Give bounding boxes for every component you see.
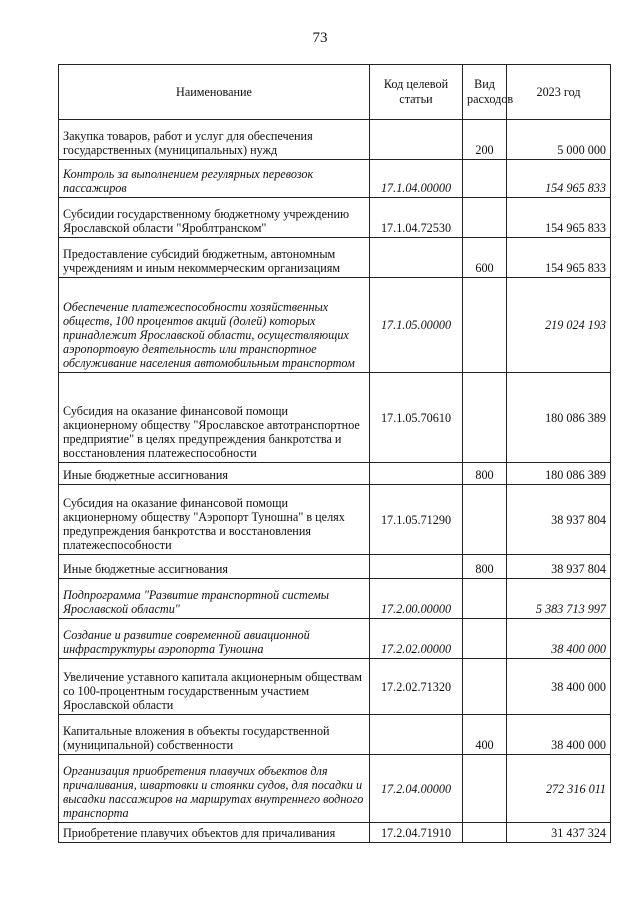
row-code: 17.1.05.71290 [370, 485, 463, 555]
row-name: Создание и развитие современной авиационной инфраструктуры аэропорта Туношна [59, 619, 370, 659]
table-row [59, 373, 611, 463]
header-name: Наименование [59, 65, 370, 120]
table-row [59, 755, 611, 823]
row-type: 200 [463, 120, 507, 160]
row-name: Иные бюджетные ассигнования [59, 555, 370, 579]
row-amount: 219 024 193 [507, 278, 611, 373]
row-name: Субсидии государственному бюджетному учреждению Ярославской области "Яроблтранском" [59, 198, 370, 238]
row-code: 17.2.00.00000 [370, 579, 463, 619]
row-type [463, 373, 507, 463]
table-row [59, 238, 611, 278]
row-amount: 180 086 389 [507, 463, 611, 485]
table-row [59, 278, 611, 373]
table-row [59, 485, 611, 555]
row-amount: 154 965 833 [507, 238, 611, 278]
row-code: 17.1.05.00000 [370, 278, 463, 373]
row-type [463, 198, 507, 238]
row-name: Приобретение плавучих объектов для причаливания [59, 823, 370, 843]
row-code: 17.2.04.00000 [370, 755, 463, 823]
row-name: Контроль за выполнением регулярных перевозок пассажиров [59, 160, 370, 198]
row-code [370, 555, 463, 579]
row-amount: 154 965 833 [507, 160, 611, 198]
header-code: Код целевой статьи [370, 65, 463, 120]
row-code: 17.1.05.70610 [370, 373, 463, 463]
row-type [463, 755, 507, 823]
row-name: Предоставление субсидий бюджетным, автономным учреждениям и иным некоммерческим организациям [59, 238, 370, 278]
row-amount: 38 400 000 [507, 619, 611, 659]
row-type [463, 278, 507, 373]
budget-table [58, 64, 611, 843]
table-header-row [59, 65, 611, 120]
table-row [59, 555, 611, 579]
table-row [59, 120, 611, 160]
row-amount: 5 383 713 997 [507, 579, 611, 619]
row-amount: 154 965 833 [507, 198, 611, 238]
row-amount: 38 400 000 [507, 715, 611, 755]
row-amount: 38 937 804 [507, 555, 611, 579]
row-code: 17.1.04.00000 [370, 160, 463, 198]
row-type [463, 579, 507, 619]
row-name: Капитальные вложения в объекты государственной (муниципальной) собственности [59, 715, 370, 755]
row-code [370, 463, 463, 485]
table-row [59, 659, 611, 715]
table-row [59, 823, 611, 843]
row-code: 17.1.04.72530 [370, 198, 463, 238]
row-amount: 38 400 000 [507, 659, 611, 715]
page-number: 73 [312, 30, 328, 46]
row-type: 600 [463, 238, 507, 278]
row-name: Субсидия на оказание финансовой помощи акционерному обществу "Ярославское автотранспортное предприятие" в целях предупреждения банкротства и восстановления платежеспособности [59, 373, 370, 463]
header-amount: 2023 год [507, 65, 611, 120]
row-name: Закупка товаров, работ и услуг для обеспечения государственных (муниципальных) нужд [59, 120, 370, 160]
row-amount: 31 437 324 [507, 823, 611, 843]
table-row [59, 579, 611, 619]
row-amount: 5 000 000 [507, 120, 611, 160]
row-name: Увеличение уставного капитала акционерным обществам со 100-процентным государственным участием Ярославской области [59, 659, 370, 715]
row-amount: 38 937 804 [507, 485, 611, 555]
table-row [59, 160, 611, 198]
row-type [463, 485, 507, 555]
row-type: 800 [463, 463, 507, 485]
row-type [463, 659, 507, 715]
row-code [370, 120, 463, 160]
row-amount: 180 086 389 [507, 373, 611, 463]
row-type [463, 619, 507, 659]
table-row [59, 463, 611, 485]
row-code: 17.2.02.00000 [370, 619, 463, 659]
row-name: Подпрограмма "Развитие транспортной системы Ярославской области" [59, 579, 370, 619]
header-type: Вид расходов [463, 65, 507, 120]
table-row [59, 619, 611, 659]
row-code [370, 715, 463, 755]
row-type: 800 [463, 555, 507, 579]
row-code: 17.2.04.71910 [370, 823, 463, 843]
table-row [59, 198, 611, 238]
row-amount: 272 316 011 [507, 755, 611, 823]
row-name: Иные бюджетные ассигнования [59, 463, 370, 485]
row-type: 400 [463, 715, 507, 755]
row-name: Организация приобретения плавучих объектов для причаливания, швартовки и стоянки судов, для посадки и высадки пассажиров на маршрутах внутреннего водного транспорта [59, 755, 370, 823]
table-row [59, 715, 611, 755]
row-code [370, 238, 463, 278]
row-name: Обеспечение платежеспособности хозяйственных обществ, 100 процентов акций (долей) которых принадлежит Ярославской области, осуществляющих аэропортовую деятельность или транспортное обслуживание населения автомобильным транспортом [59, 278, 370, 373]
row-type [463, 823, 507, 843]
row-type [463, 160, 507, 198]
row-name: Субсидия на оказание финансовой помощи акционерному обществу "Аэропорт Туношна" в целях предупреждения банкротства и восстановления платежеспособности [59, 485, 370, 555]
row-code: 17.2.02.71320 [370, 659, 463, 715]
